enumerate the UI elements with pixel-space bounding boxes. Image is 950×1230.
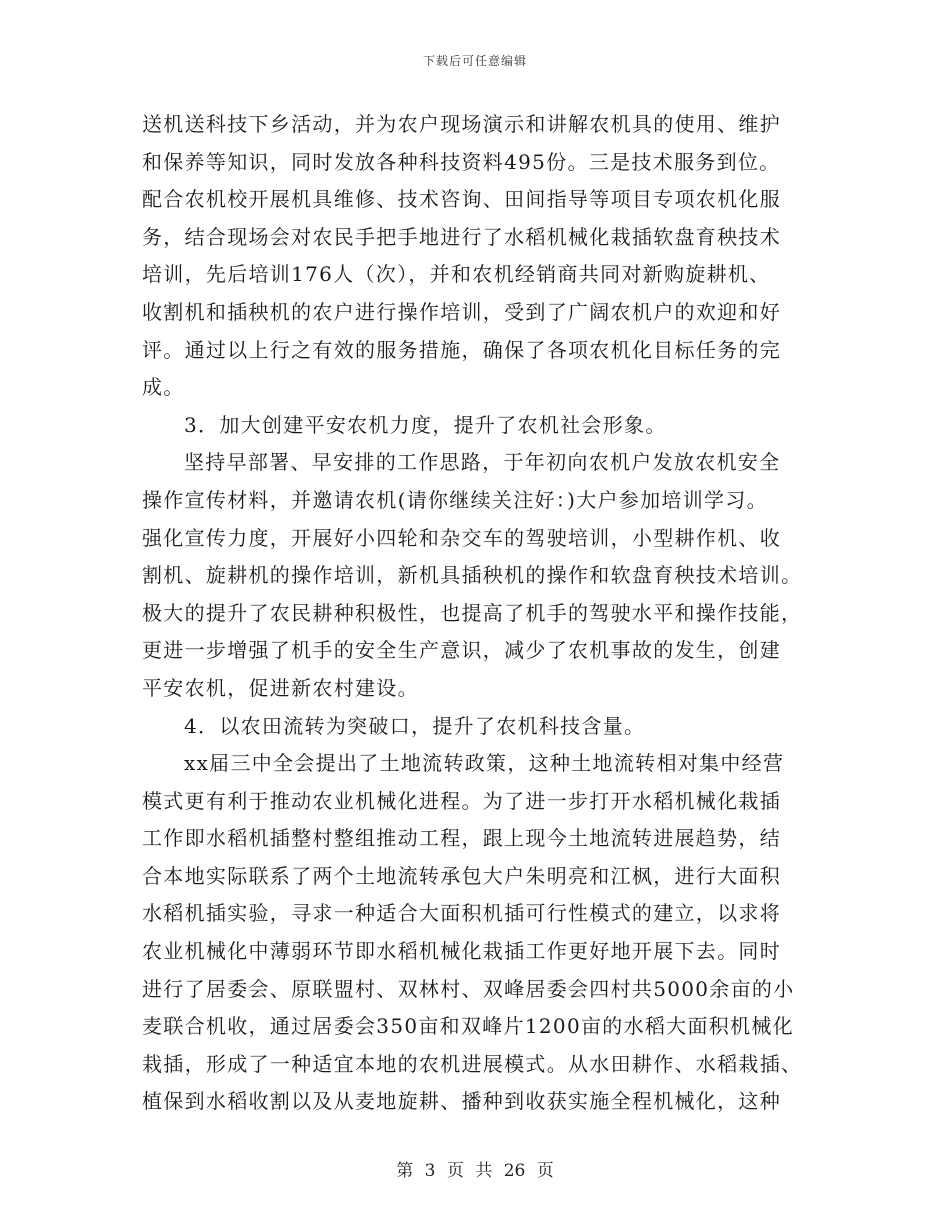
text-line: 成。: [142, 375, 185, 400]
page-header: 下载后可任意编辑: [422, 54, 527, 68]
text-line: 割机、旋耕机的操作培训，新机具插秧机的操作和软盘育秧技术培训。: [142, 563, 803, 588]
text-line: 模式更有利于推动农业机械化进程。为了进一步打开水稻机械化栽插: [142, 788, 781, 813]
text-line: 农业机械化中薄弱环节即水稻机械化栽插工作更好地开展下去。同时: [142, 939, 781, 964]
text-line: 植保到水稻收割以及从麦地旋耕、播种到收获实施全程机械化，这种: [142, 1089, 781, 1114]
text-line: 麦联合机收，通过居委会350亩和双峰片1200亩的水稻大面积机械化: [142, 1014, 794, 1039]
text-line: 4．以农田流转为突破口，提升了农机科技含量。: [184, 713, 646, 738]
text-line: 坚持早部署、早安排的工作思路，于年初向农机户发放农机安全: [184, 450, 781, 475]
text-line: 培训，先后培训176人（次），并和农机经销商共同对新购旋耕机、: [142, 262, 771, 287]
text-line: 平安农机，促进新农村建设。: [142, 675, 419, 700]
document-body: [142, 106, 814, 1121]
text-line: 配合农机校开展机具维修、技术咨询、田间指导等项目专项农机化服: [142, 187, 781, 212]
text-line: 务，结合现场会对农民手把手地进行了水稻机械化栽插软盘育秧技术: [142, 224, 781, 249]
text-line: 合本地实际联系了两个土地流转承包大户朱明亮和江枫，进行大面积: [142, 863, 781, 888]
text-line: 3．加大创建平安农机力度，提升了农机社会形象。: [184, 412, 667, 437]
text-line: 进行了居委会、原联盟村、双林村、双峰居委会四村共5000余亩的小: [142, 976, 795, 1001]
text-line: xx届三中全会提出了土地流转政策，这种土地流转相对集中经营: [184, 751, 785, 776]
text-line: 更进一步增强了机手的安全生产意识，减少了农机事故的发生，创建: [142, 638, 781, 663]
text-line: 评。通过以上行之有效的服务措施，确保了各项农机化目标任务的完: [142, 337, 781, 362]
text-line: 水稻机插实验，寻求一种适合大面积机插可行性模式的建立，以求将: [142, 901, 781, 926]
text-line: 收割机和插秧机的农户进行操作培训，受到了广阔农机户的欢迎和好: [142, 299, 781, 324]
text-line: 送机送科技下乡活动，并为农户现场演示和讲解农机具的使用、维护: [142, 112, 781, 136]
text-line: 工作即水稻机插整村整组推动工程，跟上现今土地流转进展趋势，结: [142, 826, 781, 851]
text-line: 极大的提升了农民耕种积极性，也提高了机手的驾驶水平和操作技能，: [142, 600, 803, 625]
text-line: 和保养等知识，同时发放各种科技资料495份。三是技术服务到位。: [142, 149, 781, 174]
text-line: 栽插，形成了一种适宜本地的农机进展模式。从水田耕作、水稻栽插、: [142, 1051, 803, 1076]
text-line: 操作宣传材料，并邀请农机(请你继续关注好：)大户参加培训学习。: [142, 487, 768, 512]
text-line: 强化宣传力度，开展好小四轮和杂交车的驾驶培训，小型耕作机、收: [142, 525, 781, 550]
page-number-footer: 第 3 页 共 26 页: [396, 1161, 554, 1181]
